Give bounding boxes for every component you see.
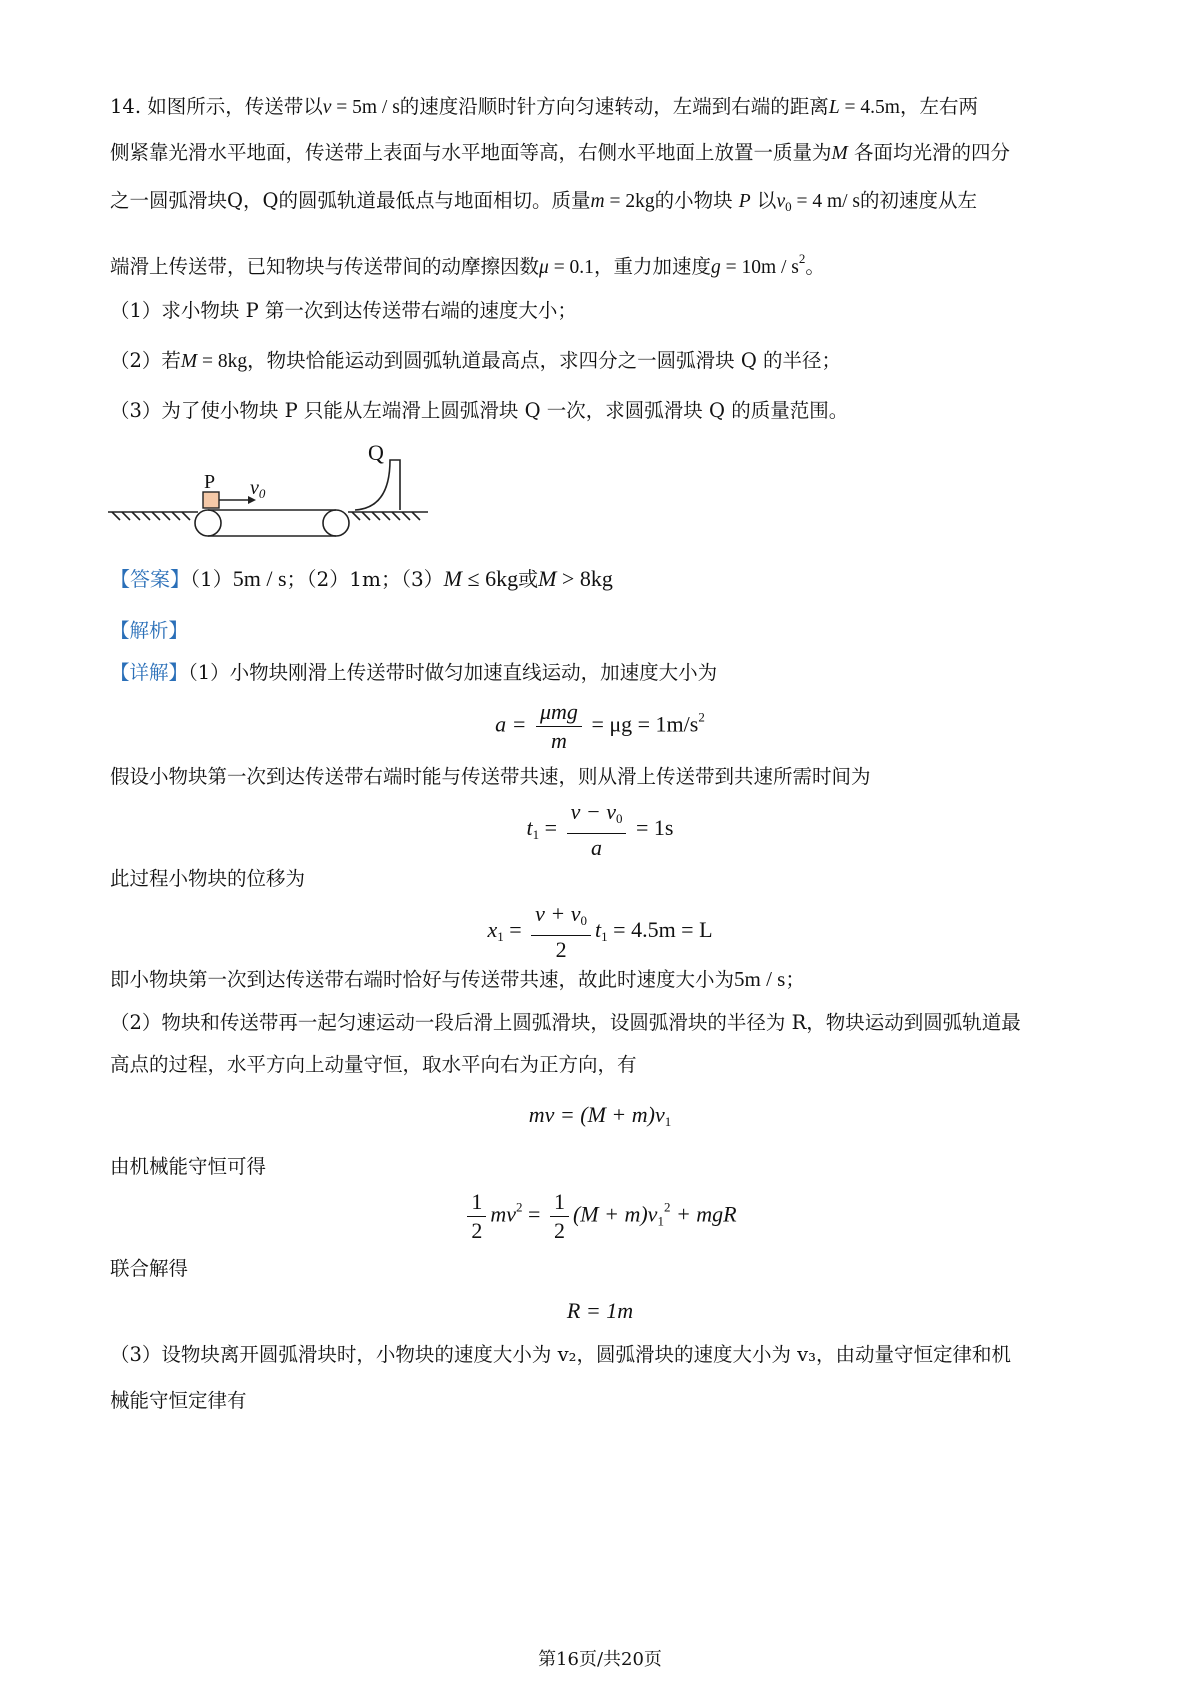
analysis-tag: 【解析】 [110, 619, 189, 642]
equation-2: $t_1$ = $\frac{v - v_0}{a}$ = 1s [526, 799, 674, 860]
analysis-step-5: （2）物块和传送带再一起匀速运动一段后滑上圆弧滑块，设圆弧滑块的半径为 R，物块运动到圆弧轨道最 [110, 1011, 1021, 1034]
page-footer: 第16页/共20页 [538, 1649, 662, 1670]
analysis-step-7: 由机械能守恒可得 [110, 1155, 267, 1178]
conveyor-figure [100, 440, 440, 545]
sub-question-1: （1）求小物块 P 第一次到达传送带右端的速度大小； [110, 299, 577, 322]
equation-5: $\frac{1}{2}$ $mv^2$ = $\frac{1}{2}$ $(M + m)v_1^2$ + mgR [0, 1188, 1200, 1245]
question-line-4: 端滑上传送带，已知物块与传送带间的动摩擦因数μ = 0.1，重力加速度$g = 10m / s^2$。 [110, 251, 825, 278]
analysis-step-10: 械能守恒定律有 [110, 1389, 247, 1412]
answer-line: 【答案】（1）5m / s；（2）1m；（3）M ≤ 6kg或M > 8kg [110, 566, 613, 591]
analysis-step-1: 【详解】（1）小物块刚滑上传送带时做匀加速直线运动，加速度大小为 [110, 661, 718, 684]
analysis-step-6: 高点的过程，水平方向上动量守恒，取水平向右为正方向，有 [110, 1053, 637, 1076]
equation-3: $x_1$ = $\frac{v + v_0}{2}$ $t_1 = 4.5m = L$ [487, 901, 713, 962]
analysis-step-8: 联合解得 [110, 1257, 189, 1280]
label-v0: $v_0$ [250, 477, 266, 501]
sub-question-2: （2）若M = 8kg，物块恰能运动到圆弧轨道最高点，求四分之一圆弧滑块 Q 的半径； [110, 349, 842, 372]
label-Q: Q [368, 440, 384, 465]
question-line-2: 侧紧靠光滑水平地面，传送带上表面与水平地面等高，右侧水平地面上放置一质量为M 各面均光滑的四分 [110, 141, 1010, 164]
equation-1: a = $\frac{\text{μmg}}{m}$ = $\mu g = 1m/s^2$ [495, 699, 705, 753]
equation-6: R = 1m [566, 1298, 634, 1323]
label-P: P [204, 471, 216, 493]
sub-question-3: （3）为了使小物块 P 只能从左端滑上圆弧滑块 Q 一次，求圆弧滑块 Q 的质量范围。 [110, 399, 849, 422]
equation-4: mv = $(M + m)v_1$ [528, 1102, 672, 1129]
analysis-step-4: 即小物块第一次到达传送带右端时恰好与传送带共速，故此时速度大小为5m / s； [110, 967, 805, 991]
analysis-step-3: 此过程小物块的位移为 [110, 867, 306, 890]
analysis-step-9: （3）设物块离开圆弧滑块时，小物块的速度大小为 v₂，圆弧滑块的速度大小为 v₃，由动量守恒定律和机 [110, 1343, 1011, 1366]
analysis-step-2: 假设小物块第一次到达传送带右端时能与传送带共速，则从滑上传送带到共速所需时间为 [110, 765, 871, 788]
question-line-1: 14. 如图所示，传送带以v = 5m / s的速度沿顺时针方向匀速转动，左端到右端的距离L = 4.5m，左右两 [110, 95, 978, 118]
question-line-3: 之一圆弧滑块Q，Q的圆弧轨道最低点与地面相切。质量m = 2kg的小物块 P 以$v_0 = 4$ m/ s的初速度从左 [110, 189, 978, 214]
